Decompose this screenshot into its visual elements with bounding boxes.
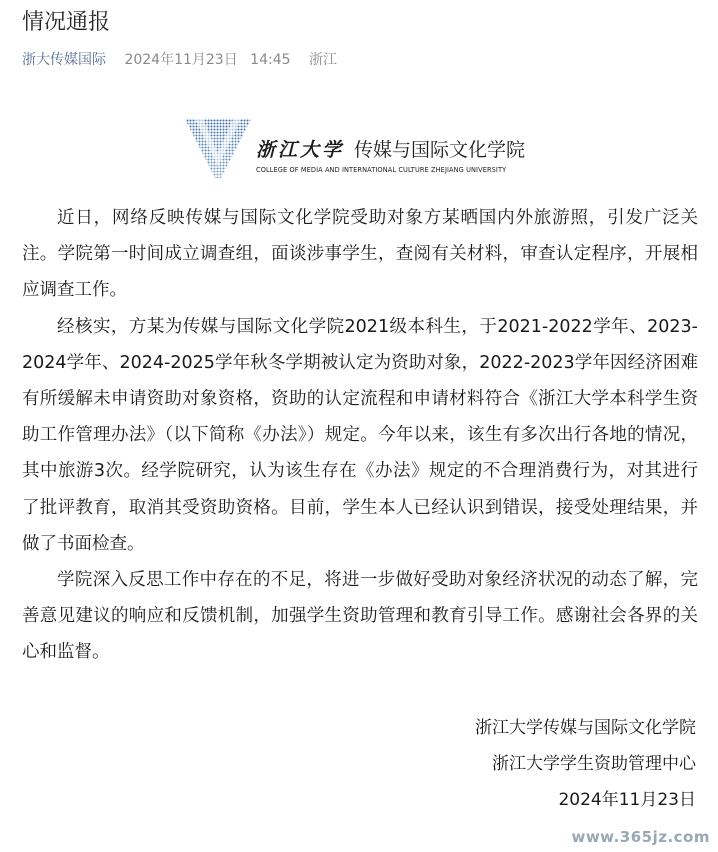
- paragraph: 经核实，方某为传媒与国际文化学院2021级本科生，于2021-2022学年、2023-2024学年、2024-2025学年秋冬学期被认定为资助对象，2022-2023学年因经济困难有所缓解未申请资助对象资格，资助的认定流程和申请材料符合《浙江大学本科学生资助工作管理办法》（以下简称《办法》）规定。今年以来，该生有多次出行各地的情况，其中旅游3次。经学院研究，认为该生存在《办法》规定的不合理消费行为，对其进行了批评教育，取消其受资助资格。目前，学生本人已经认识到错误，接受处理结果，并做了书面检查。: [22, 316, 698, 554]
- college-logo: [183, 116, 526, 186]
- publish-time: 14:45: [250, 52, 291, 68]
- logo-wordmark: [256, 138, 525, 162]
- signature-org-college: 浙江大学传媒与国际文化学院: [475, 718, 696, 738]
- paragraph: 近日，网络反映传媒与国际文化学院受助对象方某晒国内外旅游照，引发广泛关注。学院第一时间成立调查组，面谈涉事学生，查阅有关材料，审查认定程序，开展相应调查工作。: [22, 208, 698, 301]
- signature-date: 2024年11月23日: [558, 790, 696, 810]
- site-watermark: www.365jz.com: [571, 828, 710, 846]
- logo-college-name: 传媒与国际文化学院: [354, 139, 526, 161]
- publish-location: 浙江: [308, 52, 337, 68]
- signature-block: [475, 710, 696, 818]
- paragraph: 学院深入反思工作中存在的不足，将进一步做好受助对象经济状况的动态了解，完善意见建议的响应和反馈机制，加强学生资助管理和教育引导工作。感谢社会各界的关心和监督。: [22, 570, 698, 663]
- page-title: 情况通报: [22, 10, 111, 35]
- signature-org-center: 浙江大学学生资助管理中心: [492, 754, 696, 774]
- logo-university-name: 浙江大学: [256, 139, 345, 161]
- article-meta: [22, 50, 337, 70]
- account-name-link[interactable]: 浙大传媒国际: [22, 52, 106, 68]
- logo-english-name: COLLEGE OF MEDIA AND INTERNATIONAL CULTURE ZHEJIANG UNIVERSITY: [256, 166, 507, 174]
- publish-date: 2024年11月23日: [124, 52, 238, 68]
- article-body: [22, 200, 698, 671]
- university-emblem-icon: [183, 116, 253, 180]
